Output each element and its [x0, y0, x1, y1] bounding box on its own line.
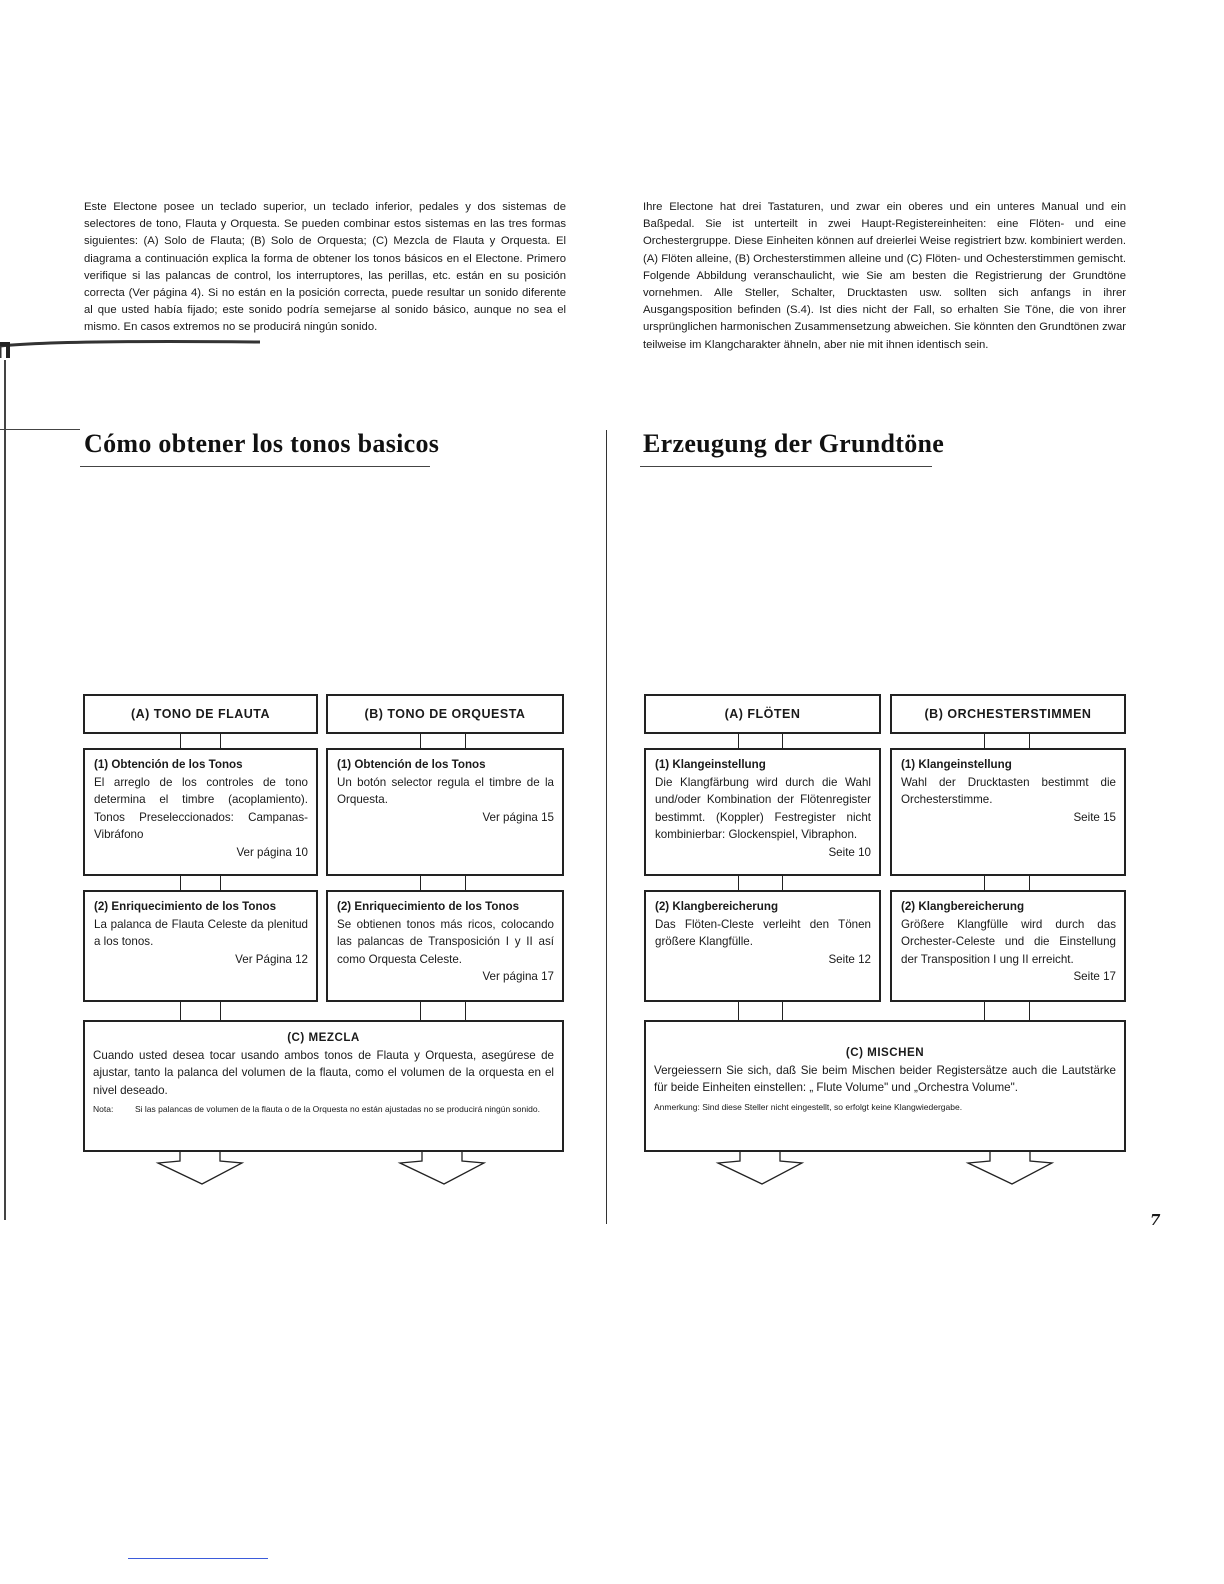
- connector: [180, 734, 181, 748]
- right-orchestra-step2-box: [890, 890, 1126, 1002]
- connector: [738, 734, 739, 748]
- left-orchestra-step1-box: [326, 748, 564, 876]
- connector: [220, 1002, 221, 1020]
- left-mix-note-text: Si las palancas de volumen de la flauta o de la Orquesta no están ajustadas no se producirá ningún sonido.: [135, 1104, 540, 1115]
- left-title-rule: [80, 466, 430, 467]
- connector: [782, 876, 783, 890]
- left-orchestra-step2-box: [326, 890, 564, 1002]
- left-flute-step1-ref: Ver página 10: [236, 845, 308, 859]
- right-flute-step2-ref: Seite 12: [828, 952, 871, 966]
- connector: [1029, 734, 1030, 748]
- left-mix-note-label: Nota:: [93, 1104, 114, 1115]
- scan-edge-graphic: [0, 340, 270, 358]
- right-orchestra-header-box: [890, 694, 1126, 734]
- left-flute-step2-title: (2) Enriquecimiento de los Tonos: [94, 900, 277, 913]
- right-flute-step2-title: (2) Klangbereicherung: [655, 900, 779, 913]
- right-page-title: Erzeugung der Grundtöne: [643, 429, 945, 458]
- right-mix-box: [644, 1020, 1126, 1152]
- connector: [220, 734, 221, 748]
- page-number: 7: [1150, 1211, 1161, 1229]
- connector: [1029, 876, 1030, 890]
- down-arrow-icon: [710, 1151, 810, 1185]
- right-orchestra-step1-body: Wahl der Drucktasten bestimmt die Orchesterstimme.: [901, 775, 1116, 807]
- left-orchestra-step2-ref: Ver página 17: [482, 970, 554, 984]
- connector: [984, 1002, 985, 1020]
- right-mix-note: [654, 1101, 1116, 1114]
- left-flute-step1-title: (1) Obtención de los Tonos: [94, 758, 243, 771]
- connector: [738, 1002, 739, 1020]
- left-flute-step1-body: El arreglo de los controles de tono determina el timbre (acoplamiento). Tonos Preseleccionados: Campanas-Vibráfono: [94, 775, 308, 842]
- right-orchestra-step2-title: (2) Klangbereicherung: [901, 900, 1025, 913]
- connector: [420, 734, 421, 748]
- right-orchestra-step2-ref: Seite 17: [1073, 970, 1116, 984]
- left-mix-box: [83, 1020, 564, 1152]
- right-mix-body: Vergeiessern Sie sich, daß Sie beim Mischen beider Registersätze auch die Lautstärke für beide Einheiten einstellen: „ Flute Volume" und „Orchestra Volume".: [654, 1063, 1116, 1095]
- down-arrow-icon: [392, 1151, 492, 1185]
- left-flute-step2-box: [83, 890, 318, 1002]
- right-flute-step2-box: [644, 890, 881, 1002]
- right-flute-step1-box: [644, 748, 881, 876]
- right-flute-step1-title: (1) Klangeinstellung: [655, 758, 766, 771]
- right-flute-header: (A) FLÖTEN: [724, 707, 801, 721]
- connector: [738, 876, 739, 890]
- connector: [465, 876, 466, 890]
- right-intro-paragraph: Ihre Electone hat drei Tastaturen, und zwar ein oberes und ein unteres Manual und ein Baßpedal. Sie ist unterteilt in zwei Haupt-Registereinheiten: eine Flöten- und eine Orchestergruppe. Diese Einheiten können auf dreierlei Weise registriert bzw. kombiniert werden. (A) Flöten alleine, (B) Orchesterstimmen alleine und (C) Flöten- und Ochesterstimmen gemischt. Folgende Abbildung veranschaulicht, wie Sie am besten die Registrierung der Grundtöne vornehmen. Alle Steller, Schalter, Drucktasten usw. sollten sich anfangs in ihrer Ausgangsposition befinden (S.4). Ist dies nicht der Fall, so erhalten Sie Töne, die von ihrer ursprünglichen harmonischen Zusammensetzung abweichen. Sie könnten den Grundtönen zwar teilweise im Klangcharakter ähneln, aber nie mit ihnen identisch sein.: [643, 201, 1126, 351]
- page-gutter-line: [606, 430, 607, 1224]
- right-flute-step1-body: Die Klangfärbung wird durch die Wahl und/oder Kombination der Flötenregister bestimmt. (Koppler) Festregister nicht kombinierbar: Glockenspiel, Vibraphon.: [655, 775, 871, 842]
- connector: [420, 1002, 421, 1020]
- left-orchestra-step1-ref: Ver página 15: [482, 810, 554, 824]
- down-arrow-icon: [150, 1151, 250, 1185]
- right-orchestra-step2-body: Größere Klangfülle wird durch das Orchester-Celeste und die Einstellung der Transposition I ung II erreicht.: [901, 917, 1116, 966]
- connector: [782, 1002, 783, 1020]
- left-flute-step1-box: [83, 748, 318, 876]
- left-flute-header-box: [83, 694, 318, 734]
- right-title-rule: [640, 466, 932, 467]
- left-page-title: Cómo obtener los tonos basicos: [84, 429, 440, 458]
- right-orchestra-step1-title: (1) Klangeinstellung: [901, 758, 1012, 771]
- left-orchestra-step1-title: (1) Obtención de los Tonos: [337, 758, 486, 771]
- right-orchestra-step1-box: [890, 748, 1126, 876]
- connector: [180, 1002, 181, 1020]
- down-arrow-icon: [960, 1151, 1060, 1185]
- left-mix-title: (C) MEZCLA: [287, 1031, 360, 1044]
- connector: [782, 734, 783, 748]
- scan-rule-left-outer: [0, 429, 80, 430]
- right-mix-title: (C) MISCHEN: [845, 1046, 925, 1059]
- right-flute-header-box: [644, 694, 881, 734]
- right-flute-step1-ref: Seite 10: [828, 845, 871, 859]
- connector: [420, 876, 421, 890]
- connector: [1029, 1002, 1030, 1020]
- connector: [984, 734, 985, 748]
- left-mix-note: [93, 1103, 554, 1116]
- connector: [220, 876, 221, 890]
- left-orchestra-header-box: [326, 694, 564, 734]
- right-mix-note-text: Anmerkung: Sind diese Steller nicht eingestellt, so erfolgt keine Klangwiedergabe.: [654, 1101, 963, 1112]
- scan-edge-top-left: [0, 340, 270, 358]
- right-flute-step2-body: Das Flöten-Cleste verleiht den Tönen größere Klangfülle.: [655, 917, 871, 949]
- left-flute-step2-ref: Ver Página 12: [235, 952, 308, 966]
- connector: [180, 876, 181, 890]
- left-flute-step2-body: La palanca de Flauta Celeste da plenitud a los tonos.: [94, 917, 308, 949]
- connector: [984, 876, 985, 890]
- scan-binding-edge-left: [4, 360, 6, 1220]
- right-orchestra-header: (B) ORCHESTERSTIMMEN: [924, 707, 1092, 721]
- left-mix-body: Cuando usted desea tocar usando ambos tonos de Flauta y Orquesta, asegúrese de ajustar, tanto la palanca del volumen de la flauta, como el volumen de la orquesta en el nivel deseado.: [93, 1048, 554, 1097]
- left-orchestra-step2-body: Se obtienen tonos más ricos, colocando las palancas de Transposición I y II así como Orquesta Celeste.: [337, 917, 554, 966]
- connector: [465, 734, 466, 748]
- left-orchestra-step1-body: Un botón selector regula el timbre de la Orquesta.: [337, 775, 554, 807]
- left-orchestra-header: (B) TONO DE ORQUESTA: [364, 707, 526, 721]
- connector: [465, 1002, 466, 1020]
- left-flute-header: (A) TONO DE FLAUTA: [130, 707, 271, 721]
- right-orchestra-step1-ref: Seite 15: [1073, 810, 1116, 824]
- scan-underline-bottom: [128, 1558, 268, 1559]
- left-intro-paragraph: Este Electone posee un teclado superior, un teclado inferior, pedales y dos sistemas de selectores de tono, Flauta y Orquesta. Se pueden combinar estos sistemas en las tres formas siguientes: (A) Solo de Flauta; (B) Solo de Orquesta; (C) Mezcla de Flauta y Orquesta. El diagrama a continuación explica la forma de obtener los tonos básicos en el Electone. Primero verifique si las palancas de control, los interruptores, las perillas, etc. están en su posición correcta (Ver página 4). Si no están en la posición correcta, puede resultar un sonido diferente al que usted había fijado; este sonido podría semejarse al sonido básico, aunque no sea el mismo. En casos extremos no se producirá ningún sonido.: [84, 201, 566, 334]
- left-orchestra-step2-title: (2) Enriquecimiento de los Tonos: [337, 900, 520, 913]
